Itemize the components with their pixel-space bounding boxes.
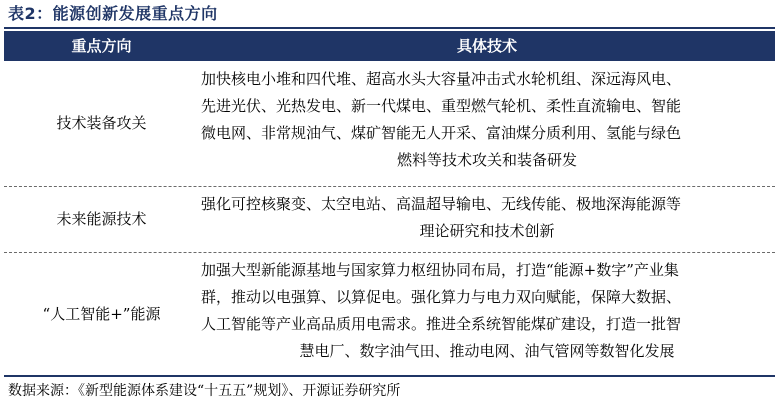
title-underline (4, 27, 775, 29)
technology-line: 微电网、非常规油气、煤矿智能无人开采、富油煤分质利用、氢能与绿色 (201, 124, 682, 142)
table-header (4, 31, 775, 61)
row-divider (4, 186, 775, 187)
technology-line: 群，推动以电强算、以算促电。强化算力与电力双向赋能，保障大数据、 (201, 288, 682, 306)
technology-line: 加快核电小堆和四代堆、超高水头大容量冲击式水轮机组、深远海风电、 (201, 70, 682, 88)
row-technology (199, 255, 775, 373)
table-bottom-rule (4, 375, 775, 377)
row-direction: 未来能源技术 (56, 209, 147, 228)
table-row (4, 255, 775, 371)
table-row (4, 63, 775, 181)
row-direction: “人工智能+”能源 (42, 304, 161, 323)
header-direction: 重点方向 (71, 37, 132, 55)
row-divider (4, 252, 775, 253)
table-row (4, 189, 775, 247)
row-technology (199, 189, 775, 249)
technology-line: 理论研究和技术创新 (419, 222, 555, 240)
technology-line: 燃料等技术攻关和装备研发 (396, 151, 577, 169)
row-direction: 技术装备攻关 (56, 113, 147, 132)
technology-line: 人工智能等产业高品质用电需求。推进全系统智能煤矿建设，打造一批智 (201, 315, 682, 333)
row-technology (199, 63, 775, 184)
technology-line: 慧电厂、数字油气田、推动电网、油气管网等数智化发展 (299, 342, 675, 360)
technology-line: 加强大型新能源基地与国家算力枢纽协同布局，打造“能源+数字”产业集 (201, 261, 679, 279)
technology-line: 先进光伏、光热发电、新一代煤电、重型燃气轮机、柔性直流输电、智能 (201, 97, 682, 115)
technology-line: 强化可控核聚变、太空电站、高温超导输电、无线传能、极地深海能源等 (201, 195, 682, 213)
source-note: 数据来源：《新型能源体系建设“十五五”规划》、开源证券研究所 (8, 383, 401, 399)
table-title: 表2：能源创新发展重点方向 (8, 4, 218, 23)
header-technology: 具体技术 (456, 37, 517, 55)
